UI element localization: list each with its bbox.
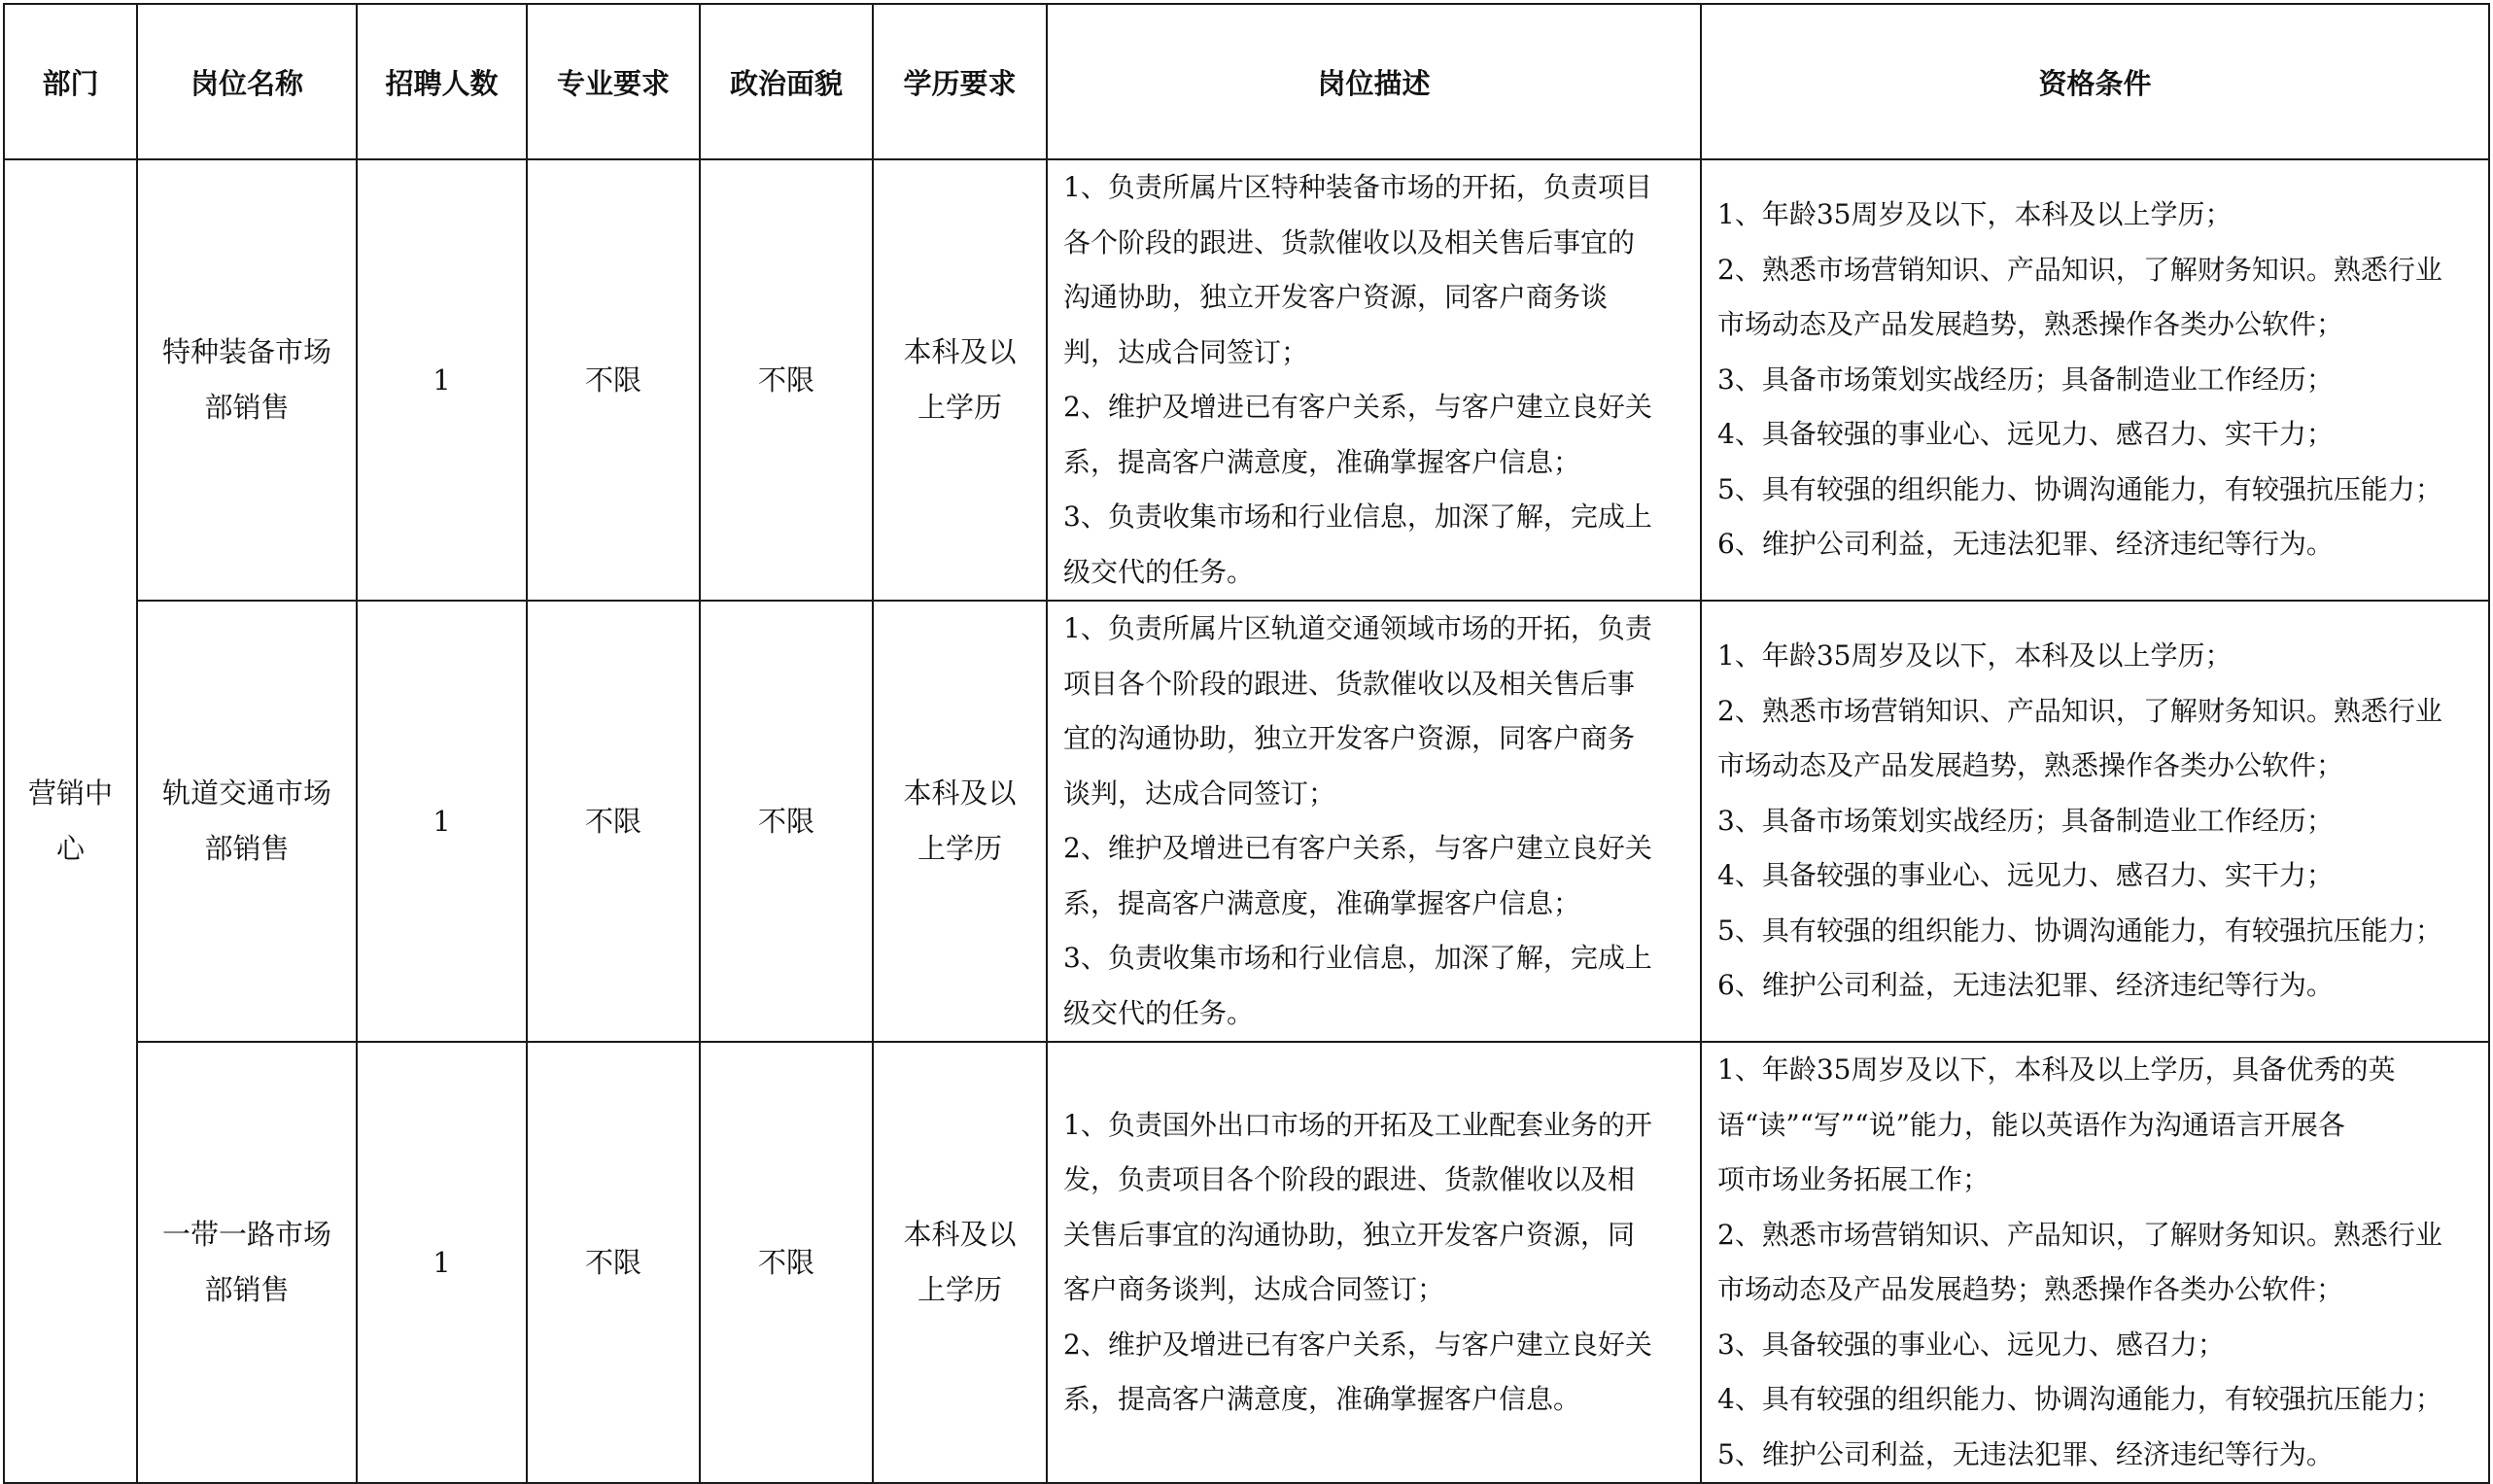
description-line: 谈判，达成合同签订； — [1063, 777, 1336, 810]
table-row — [4, 1042, 2489, 1483]
political-cell: 不限 — [700, 159, 873, 601]
qualification-cell — [1701, 601, 2489, 1042]
qualification-line: 3、具备市场策划实战经历；具备制造业工作经历； — [1717, 362, 2334, 396]
qualification-line: 1、年龄35周岁及以下，本科及以上学历，具备优秀的英 — [1717, 1053, 2396, 1086]
table-row — [4, 601, 2489, 1042]
description-line: 判，达成合同签订； — [1063, 335, 1309, 368]
description-line: 2、维护及增进已有客户关系，与客户建立良好关 — [1063, 391, 1652, 423]
major-cell: 不限 — [527, 159, 700, 601]
department-name-line: 营销中 — [27, 777, 113, 810]
qualification-line: 项市场业务拓展工作； — [1717, 1163, 1991, 1195]
description-line: 项目各个阶段的跟进、货款催收以及相关售后事 — [1063, 667, 1636, 700]
description-line: 2、维护及增进已有客户关系，与客户建立良好关 — [1063, 832, 1652, 864]
political-cell: 不限 — [700, 601, 873, 1042]
description-cell — [1047, 1042, 1701, 1483]
description-line: 3、负责收集市场和行业信息，加深了解，完成上 — [1063, 942, 1652, 974]
header-position: 岗位名称 — [137, 4, 357, 159]
education-cell — [873, 1042, 1047, 1483]
major-cell: 不限 — [527, 1042, 700, 1483]
header-education: 学历要求 — [873, 4, 1047, 159]
education-line: 本科及以 — [903, 1218, 1017, 1251]
description-line: 宜的沟通协助，独立开发客户资源，同客户商务 — [1063, 722, 1636, 754]
count-cell: 1 — [357, 159, 527, 601]
description-cell — [1047, 601, 1701, 1042]
education-cell — [873, 159, 1047, 601]
qualification-line: 5、具有较强的组织能力、协调沟通能力，有较强抗压能力； — [1717, 472, 2442, 505]
count-cell: 1 — [357, 601, 527, 1042]
qualification-line: 3、具备市场策划实战经历；具备制造业工作经历； — [1717, 804, 2334, 837]
description-line: 级交代的任务。 — [1063, 996, 1255, 1029]
description-line: 关售后事宜的沟通协助，独立开发客户资源，同 — [1063, 1218, 1636, 1251]
position-line: 一带一路市场 — [161, 1218, 331, 1251]
qualification-line: 1、年龄35周岁及以下，本科及以上学历； — [1717, 639, 2233, 673]
political-cell: 不限 — [700, 1042, 873, 1483]
count-cell: 1 — [357, 1042, 527, 1483]
header-political: 政治面貌 — [700, 4, 873, 159]
qualification-line: 市场动态及产品发展趋势，熟悉操作各类办公软件； — [1717, 308, 2344, 341]
header-dept: 部门 — [4, 4, 137, 159]
description-line: 2、维护及增进已有客户关系，与客户建立良好关 — [1063, 1328, 1652, 1361]
description-line: 1、负责所属片区特种装备市场的开拓，负责项目 — [1063, 171, 1652, 203]
recruitment-table — [3, 3, 2490, 1484]
qualification-line: 5、具有较强的组织能力、协调沟通能力，有较强抗压能力； — [1717, 914, 2442, 947]
position-cell — [137, 159, 357, 601]
header-count: 招聘人数 — [357, 4, 527, 159]
qualification-line: 市场动态及产品发展趋势；熟悉操作各类办公软件； — [1717, 1273, 2344, 1305]
description-line: 客户商务谈判，达成合同签订； — [1063, 1273, 1445, 1305]
education-line: 上学历 — [917, 391, 1002, 424]
education-line: 上学历 — [917, 1273, 1002, 1306]
qualification-line: 4、具备较强的事业心、远见力、感召力、实干力； — [1717, 859, 2334, 892]
position-line: 部销售 — [204, 1273, 290, 1306]
education-cell — [873, 601, 1047, 1042]
table-row — [4, 159, 2489, 601]
description-line: 各个阶段的跟进、货款催收以及相关售后事宜的 — [1063, 225, 1636, 259]
education-line: 上学历 — [917, 832, 1002, 865]
position-line: 部销售 — [204, 391, 290, 424]
qualification-line: 6、维护公司利益，无违法犯罪、经济违纪等行为。 — [1717, 969, 2334, 1002]
qualification-line: 6、维护公司利益，无违法犯罪、经济违纪等行为。 — [1717, 528, 2334, 561]
description-line: 级交代的任务。 — [1063, 555, 1255, 588]
qualification-line: 3、具备较强的事业心、远见力、感召力； — [1717, 1328, 2225, 1361]
description-line: 沟通协助，独立开发客户资源，同客户商务谈 — [1063, 281, 1609, 313]
description-line: 1、负责所属片区轨道交通领域市场的开拓，负责 — [1063, 612, 1652, 644]
qualification-line: 1、年龄35周岁及以下，本科及以上学历； — [1717, 198, 2233, 231]
description-line: 1、负责国外出口市场的开拓及工业配套业务的开 — [1063, 1108, 1652, 1141]
position-line: 特种装备市场 — [161, 335, 331, 368]
qualification-cell — [1701, 1042, 2489, 1483]
qualification-line: 5、维护公司利益，无违法犯罪、经济违纪等行为。 — [1717, 1437, 2334, 1470]
qualification-line: 4、具备较强的事业心、远见力、感召力、实干力； — [1717, 418, 2334, 451]
qualification-line: 2、熟悉市场营销知识、产品知识，了解财务知识。熟悉行业 — [1717, 1218, 2442, 1251]
description-cell — [1047, 159, 1701, 601]
department-name-line: 心 — [55, 832, 85, 865]
qualification-line: 2、熟悉市场营销知识、产品知识，了解财务知识。熟悉行业 — [1717, 253, 2442, 286]
education-line: 本科及以 — [903, 335, 1017, 368]
description-line: 系，提高客户满意度，准确掌握客户信息。 — [1063, 1383, 1581, 1415]
qualification-cell — [1701, 159, 2489, 601]
description-line: 发，负责项目各个阶段的跟进、货款催收以及相 — [1063, 1163, 1636, 1195]
header-description: 岗位描述 — [1047, 4, 1701, 159]
position-cell — [137, 601, 357, 1042]
header-qualification: 资格条件 — [1701, 4, 2489, 159]
description-line: 系，提高客户满意度，准确掌握客户信息； — [1063, 445, 1581, 478]
qualification-line: 2、熟悉市场营销知识、产品知识，了解财务知识。熟悉行业 — [1717, 694, 2442, 727]
qualification-line: 4、具有较强的组织能力、协调沟通能力，有较强抗压能力； — [1717, 1383, 2442, 1415]
position-line: 部销售 — [204, 832, 290, 865]
header-major: 专业要求 — [527, 4, 700, 159]
description-line: 3、负责收集市场和行业信息，加深了解，完成上 — [1063, 500, 1652, 533]
major-cell: 不限 — [527, 601, 700, 1042]
education-line: 本科及以 — [903, 777, 1017, 810]
department-cell — [4, 159, 137, 1483]
qualification-line: 语“读”“写”“说”能力，能以英语作为沟通语言开展各 — [1717, 1108, 2345, 1141]
description-line: 系，提高客户满意度，准确掌握客户信息； — [1063, 886, 1581, 919]
position-line: 轨道交通市场 — [161, 777, 331, 810]
table-header-row — [4, 4, 2489, 159]
qualification-line: 市场动态及产品发展趋势，熟悉操作各类办公软件； — [1717, 749, 2344, 782]
position-cell — [137, 1042, 357, 1483]
